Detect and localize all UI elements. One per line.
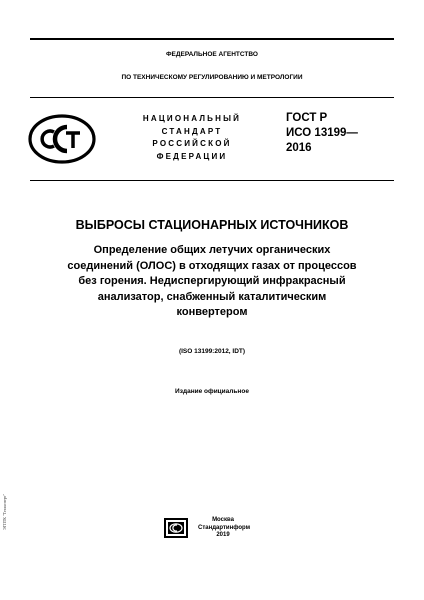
- standard-line3: РОССИЙСКОЙ: [152, 139, 232, 148]
- document-title: ВЫБРОСЫ СТАЦИОНАРНЫХ ИСТОЧНИКОВ: [75, 218, 349, 232]
- publisher-name: Стандартинформ: [198, 524, 251, 531]
- subtitle-line1: Определение общих летучих органических: [93, 244, 331, 256]
- agency-name-line1: ФЕДЕРАЛЬНОЕ АГЕНТСТВО: [166, 51, 258, 58]
- designation-line3: 2016: [286, 142, 312, 154]
- section-rule: [30, 180, 394, 181]
- subtitle-line2: соединений (ОЛОС) в отходящих газах от процессов: [67, 259, 357, 272]
- publisher-logo-icon: [164, 518, 188, 538]
- side-watermark-note: ЭГПТК "Техэксперт": [2, 493, 7, 530]
- publisher-city: Москва: [212, 517, 234, 523]
- subtitle-line4: анализатор, снабженный каталитическим: [97, 290, 327, 303]
- gost-emblem-icon: [26, 112, 98, 166]
- national-standard-label: [126, 113, 258, 163]
- top-rule: [30, 38, 394, 40]
- agency-name-line2: ПО ТЕХНИЧЕСКОМУ РЕГУЛИРОВАНИЮ И МЕТРОЛОГИИ: [121, 74, 303, 81]
- standard-line4: ФЕДЕРАЦИИ: [156, 151, 228, 161]
- designation-line1: ГОСТ Р: [286, 112, 328, 124]
- edition-label: Издание официальное: [175, 388, 249, 395]
- standard-line2: СТАНДАРТ: [161, 126, 223, 136]
- subtitle-line3: без горения. Недиспергирующий инфракрасный: [78, 275, 346, 287]
- subtitle-line5: конвертером: [176, 306, 248, 318]
- document-subtitle: [40, 243, 384, 321]
- publisher-year: 2019: [216, 532, 230, 538]
- standard-line1: НАЦИОНАЛЬНЫЙ: [142, 114, 242, 123]
- header-rule: [30, 97, 394, 98]
- publisher-info: [198, 517, 251, 540]
- standard-designation: [286, 111, 358, 156]
- iso-reference: (ISO 13199:2012, IDT): [178, 348, 246, 355]
- designation-line2: ИСО 13199—: [286, 127, 358, 139]
